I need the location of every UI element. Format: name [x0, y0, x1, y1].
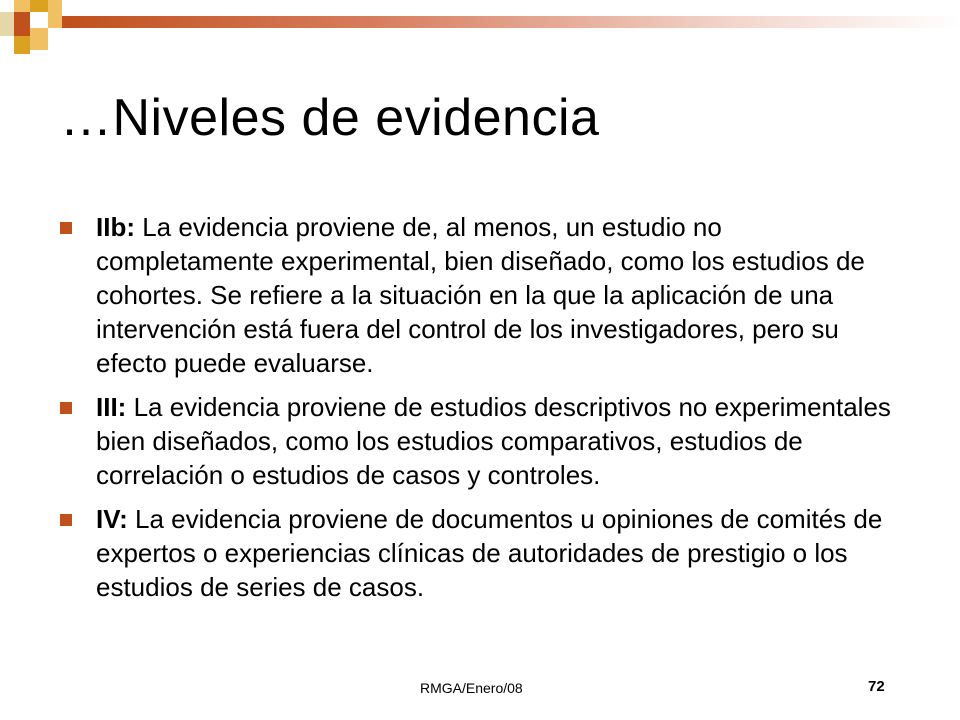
bullet-text: La evidencia proviene de, al menos, un estudio no completamente experimental, bien diseñado, como los estudios de cohortes. Se refiere a la situación en la que la aplicación de una intervención está fuera del control de los investigadores, pero su efecto puede evaluarse.: [96, 212, 865, 378]
slide-title: …Niveles de evidencia: [60, 89, 600, 147]
top-gradient-bar: [62, 16, 960, 28]
deco-square: [30, 12, 48, 28]
footer-text: RMGA/Enero/08: [420, 680, 523, 696]
bullet-item-iv: [60, 502, 900, 604]
deco-square: [14, 0, 30, 12]
deco-square: [48, 0, 62, 28]
deco-square: [30, 0, 48, 12]
bullet-text: La evidencia proviene de estudios descriptivos no experimentales bien diseñados, como los estudios comparativos, estudios de correlación o estudios de casos y controles.: [96, 392, 891, 490]
deco-square: [30, 28, 48, 50]
deco-square: [14, 36, 30, 54]
bullet-item-iii: [60, 390, 900, 492]
deco-square: [0, 12, 14, 36]
bullet-square-icon: [60, 402, 72, 414]
bullet-list: [60, 210, 900, 614]
bullet-label: III:: [96, 392, 127, 422]
bullet-square-icon: [60, 514, 72, 526]
decorative-squares: [0, 0, 80, 64]
bullet-item-iib: [60, 210, 900, 380]
bullet-square-icon: [60, 222, 72, 234]
deco-square: [14, 12, 30, 36]
bullet-text: La evidencia proviene de documentos u opiniones de comités de expertos o experiencias clínicas de autoridades de prestigio o los estudios de series de casos.: [96, 504, 883, 602]
bullet-label: IV:: [96, 504, 128, 534]
bullet-label: IIb:: [96, 212, 135, 242]
page-number: 72: [868, 678, 885, 695]
